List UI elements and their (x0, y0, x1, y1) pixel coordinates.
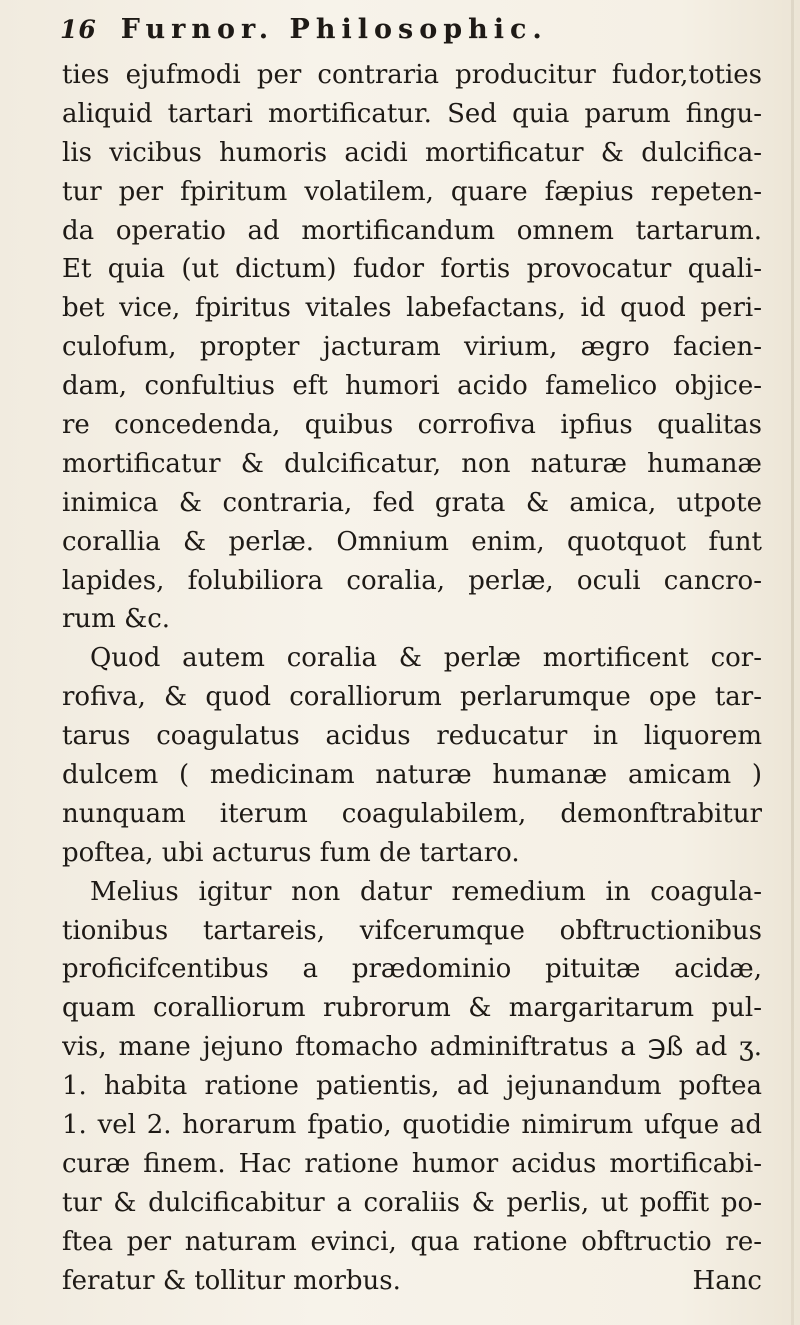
text-line: re concedenda, quibus corrofiva ipfius qualitas (62, 410, 762, 441)
text-line: dam, confultius eft humori acido famelico objice- (62, 371, 762, 402)
paragraph-end-line: rum &c. (62, 604, 171, 635)
text-line: Et quia (ut dictum) fudor fortis provocatur quali- (62, 254, 762, 285)
paragraph-end-line: poftea, ubi acturus fum de tartaro. (62, 837, 520, 868)
text-line: bet vice, fpiritus vitales labefactans, id quod peri- (62, 293, 762, 324)
text-line: tarus coagulatus acidus reducatur in liquorem (62, 721, 762, 752)
text-line: dulcem ( medicinam naturæ humanæ amicam ) (62, 760, 762, 791)
text-line: nunquam iterum coagulabilem, demonftrabitur (62, 798, 762, 829)
final-line (62, 1262, 762, 1301)
text-line: tionibus tartareis, vifcerumque obftructionibus (62, 915, 762, 946)
text-line: da operatio ad mortificandum omnem tartarum. (62, 215, 762, 246)
text-line: curæ finem. Hac ratione humor acidus mortificabi- (62, 1148, 762, 1179)
text-line: aliquid tartari mortificatur. Sed quia parum fingu- (62, 98, 762, 129)
text-line: mortificatur & dulcificatur, non naturæ humanæ (62, 448, 762, 479)
text-line: inimica & contraria, fed grata & amica, utpote (62, 487, 762, 518)
page-number: 16 (60, 15, 97, 44)
body-text (62, 56, 762, 1301)
catchword: Hanc (692, 1265, 762, 1296)
text-line: ties ejufmodi per contraria producitur fudor,toties (62, 60, 762, 90)
text-line: 1. vel 2. horarum fpatio, quotidie nimirum ufque ad (62, 1110, 762, 1141)
text-line: quam coralliorum rubrorum & margaritarum pul- (62, 993, 762, 1024)
text-line: ftea per naturam evinci, qua ratione obftructio re- (62, 1226, 762, 1257)
text-line: rofiva, & quod coralliorum perlarumque ope tar- (62, 682, 762, 713)
text-line: lis vicibus humoris acidi mortificatur & dulcifica- (62, 137, 762, 168)
text-line: tur per fpiritum volatilem, quare fæpius repeten- (62, 176, 762, 207)
page-header (60, 14, 780, 54)
text-line: culofum, propter jacturam virium, ægro facien- (62, 332, 762, 363)
paragraph-start-line: Melius igitur non datur remedium in coagula- (90, 876, 762, 907)
text-line: corallia & perlæ. Omnium enim, quotquot funt (62, 526, 762, 557)
text-line: lapides, folubiliora coralia, perlæ, oculi cancro- (62, 565, 762, 596)
text-line: 1. habita ratione patientis, ad jejunandum poftea (62, 1071, 762, 1102)
final-line-text: feratur & tollitur morbus. (62, 1265, 401, 1296)
page-edge (791, 0, 794, 1325)
paragraph-start-line: Quod autem coralia & perlæ mortificent cor- (90, 643, 762, 674)
text-line: tur & dulcificabitur a coraliis & perlis, ut poffit po- (62, 1187, 762, 1218)
text-line: proficifcentibus a prædominio pituitæ acidæ, (62, 954, 762, 985)
text-line: vis, mane jejuno ftomacho adminiftratus a ℈ß ad ʒ. (62, 1032, 762, 1063)
running-head: Furnor. Philosophic. (120, 14, 548, 45)
